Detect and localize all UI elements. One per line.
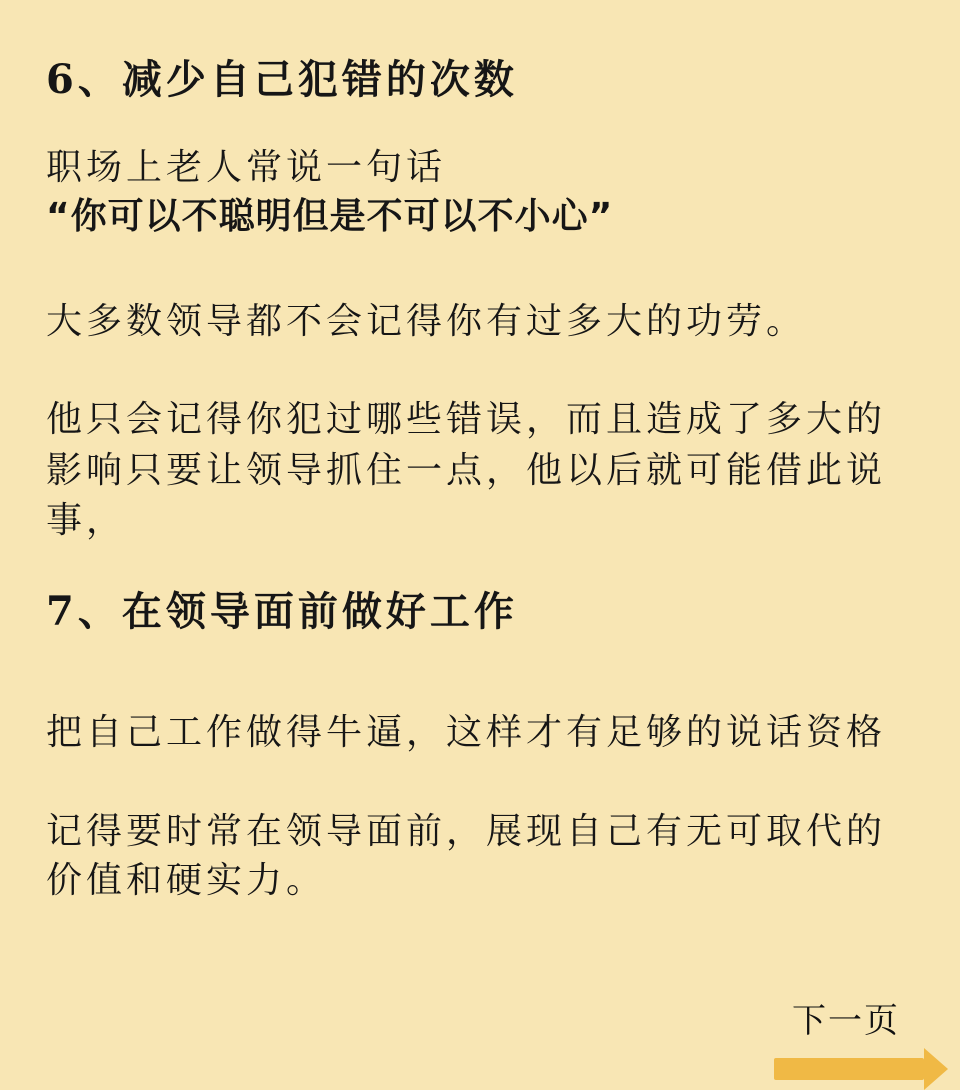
section-6-intro: 职场上老人常说一句话 xyxy=(46,147,447,188)
right-arrow-icon xyxy=(774,1058,924,1080)
section-7-heading: 7、在领导面前做好工作 xyxy=(46,588,518,635)
next-page-button[interactable] xyxy=(740,994,960,1074)
section-7-paragraph-1: 把自己工作做得牛逼，这样才有足够的说话资格 xyxy=(46,712,887,753)
section-6-paragraph-2-line-2: 影响只要让领导抓住一点，他以后就可能借此说 xyxy=(46,450,887,491)
next-page-label: 下一页 xyxy=(792,1001,900,1041)
section-7-paragraph-2-line-2: 价值和硬实力。 xyxy=(46,860,327,901)
section-7-paragraph-2-line-1: 记得要时常在领导面前，展现自己有无可取代的 xyxy=(46,811,887,852)
section-6-heading: 6、减少自己犯错的次数 xyxy=(46,56,518,103)
section-6-paragraph-2-line-1: 他只会记得你犯过哪些错误，而且造成了多大的 xyxy=(46,399,887,440)
section-6-paragraph-1: 大多数领导都不会记得你有过多大的功劳。 xyxy=(46,301,807,342)
section-6-quote: “你可以不聪明但是不可以不小心” xyxy=(46,196,614,237)
section-6-paragraph-2-line-3: 事， xyxy=(46,500,127,541)
